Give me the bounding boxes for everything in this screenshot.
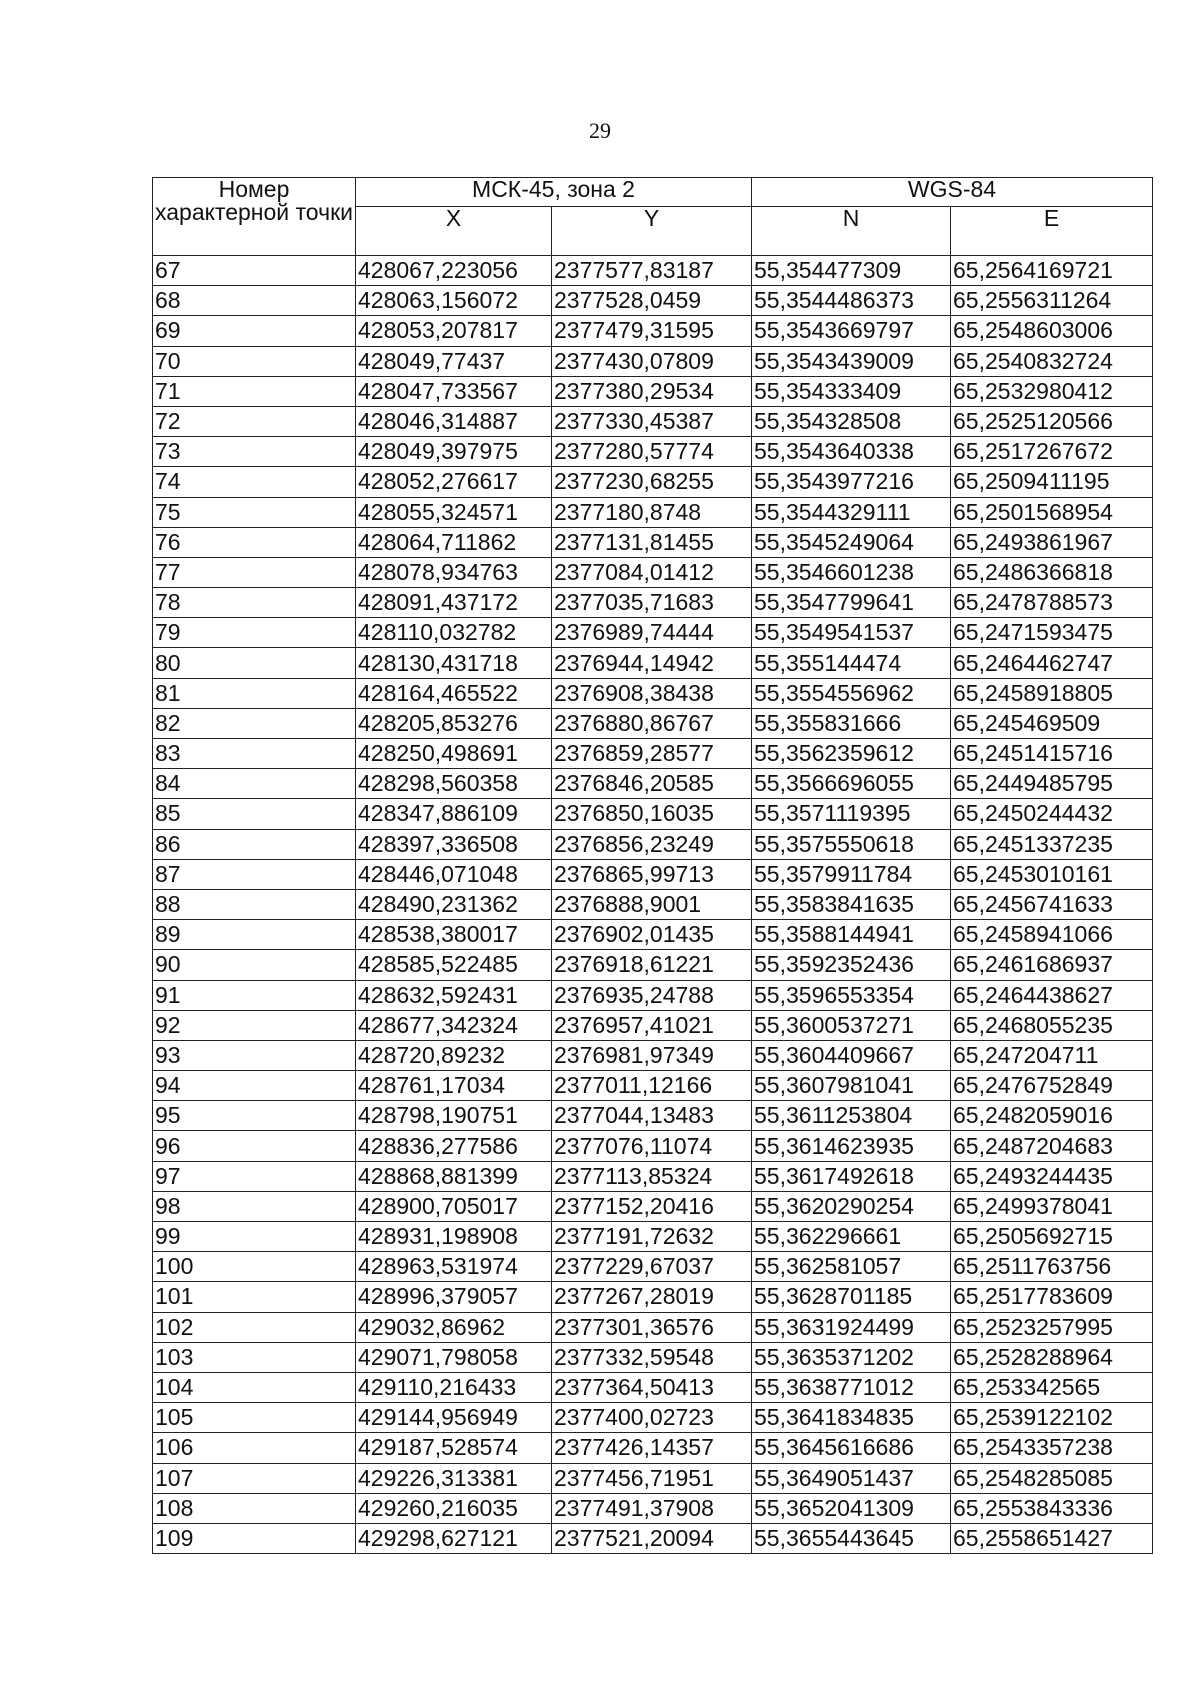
e-cell: 65,2471593475 bbox=[951, 618, 1153, 648]
y-cell: 2377528,0459 bbox=[552, 286, 752, 316]
table-row bbox=[153, 316, 1153, 346]
table-row bbox=[153, 557, 1153, 587]
point-number-cell: 94 bbox=[153, 1071, 356, 1101]
e-cell: 65,2539122102 bbox=[951, 1403, 1153, 1433]
n-cell: 55,3628701185 bbox=[752, 1282, 951, 1312]
n-cell: 55,3596553354 bbox=[752, 980, 951, 1010]
table-row bbox=[153, 618, 1153, 648]
x-cell: 428798,190751 bbox=[356, 1101, 552, 1131]
point-number-cell: 89 bbox=[153, 920, 356, 950]
e-cell: 65,2476752849 bbox=[951, 1071, 1153, 1101]
point-number-cell: 93 bbox=[153, 1040, 356, 1070]
e-cell: 65,247204711 bbox=[951, 1040, 1153, 1070]
y-cell: 2376935,24788 bbox=[552, 980, 752, 1010]
x-cell: 428250,498691 bbox=[356, 739, 552, 769]
n-cell: 55,3652041309 bbox=[752, 1493, 951, 1523]
table-row bbox=[153, 1131, 1153, 1161]
point-number-cell: 96 bbox=[153, 1131, 356, 1161]
x-cell: 429032,86962 bbox=[356, 1312, 552, 1342]
table-row bbox=[153, 980, 1153, 1010]
n-cell: 55,3588144941 bbox=[752, 920, 951, 950]
n-cell: 55,3571119395 bbox=[752, 799, 951, 829]
page-number: 29 bbox=[589, 118, 611, 143]
table-row bbox=[153, 1433, 1153, 1463]
table-row bbox=[153, 769, 1153, 799]
x-cell: 429226,313381 bbox=[356, 1463, 552, 1493]
e-cell: 65,2458941066 bbox=[951, 920, 1153, 950]
y-cell: 2376846,20585 bbox=[552, 769, 752, 799]
e-cell: 65,2501568954 bbox=[951, 497, 1153, 527]
table-row bbox=[153, 1252, 1153, 1282]
y-cell: 2377229,67037 bbox=[552, 1252, 752, 1282]
table-row bbox=[153, 256, 1153, 286]
x-cell: 428538,380017 bbox=[356, 920, 552, 950]
point-number-cell: 73 bbox=[153, 437, 356, 467]
e-cell: 65,2548285085 bbox=[951, 1463, 1153, 1493]
point-number-cell: 100 bbox=[153, 1252, 356, 1282]
point-number-cell: 68 bbox=[153, 286, 356, 316]
point-number-cell: 71 bbox=[153, 376, 356, 406]
y-cell: 2377191,72632 bbox=[552, 1222, 752, 1252]
n-cell: 55,3579911784 bbox=[752, 859, 951, 889]
x-cell: 428052,276617 bbox=[356, 467, 552, 497]
x-cell: 428091,437172 bbox=[356, 588, 552, 618]
n-cell: 55,3544329111 bbox=[752, 497, 951, 527]
x-cell: 428836,277586 bbox=[356, 1131, 552, 1161]
n-cell: 55,3620290254 bbox=[752, 1191, 951, 1221]
e-cell: 65,2564169721 bbox=[951, 256, 1153, 286]
n-cell: 55,3635371202 bbox=[752, 1342, 951, 1372]
e-cell: 65,2478788573 bbox=[951, 588, 1153, 618]
y-cell: 2377301,36576 bbox=[552, 1312, 752, 1342]
point-number-cell: 106 bbox=[153, 1433, 356, 1463]
table-row bbox=[153, 527, 1153, 557]
point-number-cell: 92 bbox=[153, 1010, 356, 1040]
x-cell: 428347,886109 bbox=[356, 799, 552, 829]
point-number-cell: 104 bbox=[153, 1372, 356, 1402]
y-cell: 2377479,31595 bbox=[552, 316, 752, 346]
x-cell: 428868,881399 bbox=[356, 1161, 552, 1191]
y-cell: 2376989,74444 bbox=[552, 618, 752, 648]
e-cell: 65,2505692715 bbox=[951, 1222, 1153, 1252]
x-cell: 428720,89232 bbox=[356, 1040, 552, 1070]
e-cell: 65,2556311264 bbox=[951, 286, 1153, 316]
n-cell: 55,3543669797 bbox=[752, 316, 951, 346]
n-cell: 55,3543977216 bbox=[752, 467, 951, 497]
e-cell: 65,2548603006 bbox=[951, 316, 1153, 346]
x-cell: 428049,397975 bbox=[356, 437, 552, 467]
y-cell: 2376850,16035 bbox=[552, 799, 752, 829]
table-row bbox=[153, 467, 1153, 497]
y-cell: 2377456,71951 bbox=[552, 1463, 752, 1493]
n-cell: 55,355144474 bbox=[752, 648, 951, 678]
x-column-header: X bbox=[356, 207, 552, 256]
x-cell: 428046,314887 bbox=[356, 406, 552, 436]
point-number-cell: 99 bbox=[153, 1222, 356, 1252]
x-cell: 428761,17034 bbox=[356, 1071, 552, 1101]
point-number-cell: 72 bbox=[153, 406, 356, 436]
e-cell: 65,2532980412 bbox=[951, 376, 1153, 406]
y-cell: 2377084,01412 bbox=[552, 557, 752, 587]
x-cell: 428053,207817 bbox=[356, 316, 552, 346]
e-cell: 65,2528288964 bbox=[951, 1342, 1153, 1372]
table-row bbox=[153, 376, 1153, 406]
x-cell: 429260,216035 bbox=[356, 1493, 552, 1523]
point-number-cell: 80 bbox=[153, 648, 356, 678]
n-cell: 55,3544486373 bbox=[752, 286, 951, 316]
table-row bbox=[153, 588, 1153, 618]
table-row bbox=[153, 1312, 1153, 1342]
x-cell: 428130,431718 bbox=[356, 648, 552, 678]
y-cell: 2377280,57774 bbox=[552, 437, 752, 467]
n-cell: 55,3641834835 bbox=[752, 1403, 951, 1433]
x-cell: 428931,198908 bbox=[356, 1222, 552, 1252]
e-cell: 65,2461686937 bbox=[951, 950, 1153, 980]
table-row bbox=[153, 678, 1153, 708]
point-number-cell: 109 bbox=[153, 1523, 356, 1553]
e-cell: 65,245469509 bbox=[951, 708, 1153, 738]
point-number-cell: 78 bbox=[153, 588, 356, 618]
table-row bbox=[153, 1071, 1153, 1101]
y-cell: 2377180,8748 bbox=[552, 497, 752, 527]
x-cell: 428063,156072 bbox=[356, 286, 552, 316]
n-cell: 55,354328508 bbox=[752, 406, 951, 436]
e-cell: 65,2456741633 bbox=[951, 889, 1153, 919]
y-cell: 2377364,50413 bbox=[552, 1372, 752, 1402]
n-cell: 55,3645616686 bbox=[752, 1433, 951, 1463]
table-row bbox=[153, 1161, 1153, 1191]
e-cell: 65,2486366818 bbox=[951, 557, 1153, 587]
y-cell: 2377152,20416 bbox=[552, 1191, 752, 1221]
e-cell: 65,2558651427 bbox=[951, 1523, 1153, 1553]
point-number-cell: 107 bbox=[153, 1463, 356, 1493]
n-cell: 55,3614623935 bbox=[752, 1131, 951, 1161]
table-row bbox=[153, 1403, 1153, 1433]
y-cell: 2377113,85324 bbox=[552, 1161, 752, 1191]
e-cell: 65,2449485795 bbox=[951, 769, 1153, 799]
n-cell: 55,3604409667 bbox=[752, 1040, 951, 1070]
table-row bbox=[153, 286, 1153, 316]
point-number-cell: 86 bbox=[153, 829, 356, 859]
point-number-cell: 67 bbox=[153, 256, 356, 286]
table-row bbox=[153, 708, 1153, 738]
table-row bbox=[153, 889, 1153, 919]
point-number-cell: 88 bbox=[153, 889, 356, 919]
e-cell: 65,2543357238 bbox=[951, 1433, 1153, 1463]
point-number-cell: 82 bbox=[153, 708, 356, 738]
n-cell: 55,362581057 bbox=[752, 1252, 951, 1282]
y-cell: 2377332,59548 bbox=[552, 1342, 752, 1372]
n-cell: 55,355831666 bbox=[752, 708, 951, 738]
x-cell: 428064,711862 bbox=[356, 527, 552, 557]
x-cell: 428078,934763 bbox=[356, 557, 552, 587]
x-cell: 428677,342324 bbox=[356, 1010, 552, 1040]
x-cell: 429071,798058 bbox=[356, 1342, 552, 1372]
table-row bbox=[153, 859, 1153, 889]
n-cell: 55,3549541537 bbox=[752, 618, 951, 648]
y-cell: 2376957,41021 bbox=[552, 1010, 752, 1040]
x-cell: 428632,592431 bbox=[356, 980, 552, 1010]
table-row bbox=[153, 406, 1153, 436]
e-cell: 65,2487204683 bbox=[951, 1131, 1153, 1161]
e-cell: 65,2553843336 bbox=[951, 1493, 1153, 1523]
table-row bbox=[153, 648, 1153, 678]
table-row bbox=[153, 1463, 1153, 1493]
n-cell: 55,362296661 bbox=[752, 1222, 951, 1252]
y-column-header: Y bbox=[552, 207, 752, 256]
point-number-cell: 108 bbox=[153, 1493, 356, 1523]
x-cell: 428049,77437 bbox=[356, 346, 552, 376]
e-cell: 65,2540832724 bbox=[951, 346, 1153, 376]
n-cell: 55,354333409 bbox=[752, 376, 951, 406]
point-number-cell: 90 bbox=[153, 950, 356, 980]
point-number-cell: 77 bbox=[153, 557, 356, 587]
y-cell: 2377380,29534 bbox=[552, 376, 752, 406]
e-cell: 65,2511763756 bbox=[951, 1252, 1153, 1282]
table-row bbox=[153, 1372, 1153, 1402]
table-row bbox=[153, 346, 1153, 376]
point-number-cell: 91 bbox=[153, 980, 356, 1010]
x-cell: 428067,223056 bbox=[356, 256, 552, 286]
e-cell: 65,253342565 bbox=[951, 1372, 1153, 1402]
y-cell: 2377426,14357 bbox=[552, 1433, 752, 1463]
n-cell: 55,3547799641 bbox=[752, 588, 951, 618]
n-column-header: N bbox=[752, 207, 951, 256]
e-cell: 65,2499378041 bbox=[951, 1191, 1153, 1221]
point-number-cell: 69 bbox=[153, 316, 356, 346]
e-cell: 65,2464438627 bbox=[951, 980, 1153, 1010]
e-cell: 65,2451337235 bbox=[951, 829, 1153, 859]
e-cell: 65,2509411195 bbox=[951, 467, 1153, 497]
y-cell: 2377044,13483 bbox=[552, 1101, 752, 1131]
x-cell: 428298,560358 bbox=[356, 769, 552, 799]
point-number-cell: 81 bbox=[153, 678, 356, 708]
point-number-cell: 101 bbox=[153, 1282, 356, 1312]
n-cell: 55,354477309 bbox=[752, 256, 951, 286]
x-cell: 428446,071048 bbox=[356, 859, 552, 889]
point-number-cell: 97 bbox=[153, 1161, 356, 1191]
y-cell: 2376888,9001 bbox=[552, 889, 752, 919]
msk-45-group-header: МСК-45, зона 2 bbox=[356, 178, 752, 207]
e-cell: 65,2493244435 bbox=[951, 1161, 1153, 1191]
table-row bbox=[153, 950, 1153, 980]
e-cell: 65,2450244432 bbox=[951, 799, 1153, 829]
point-number-cell: 85 bbox=[153, 799, 356, 829]
table-row bbox=[153, 799, 1153, 829]
n-cell: 55,3649051437 bbox=[752, 1463, 951, 1493]
n-cell: 55,3631924499 bbox=[752, 1312, 951, 1342]
point-number-cell: 95 bbox=[153, 1101, 356, 1131]
x-cell: 428055,324571 bbox=[356, 497, 552, 527]
y-cell: 2376981,97349 bbox=[552, 1040, 752, 1070]
e-cell: 65,2493861967 bbox=[951, 527, 1153, 557]
table-row bbox=[153, 437, 1153, 467]
x-cell: 429144,956949 bbox=[356, 1403, 552, 1433]
e-cell: 65,2482059016 bbox=[951, 1101, 1153, 1131]
n-cell: 55,3575550618 bbox=[752, 829, 951, 859]
point-number-cell: 84 bbox=[153, 769, 356, 799]
table-row bbox=[153, 1342, 1153, 1372]
n-cell: 55,3583841635 bbox=[752, 889, 951, 919]
point-number-cell: 103 bbox=[153, 1342, 356, 1372]
y-cell: 2377330,45387 bbox=[552, 406, 752, 436]
n-cell: 55,3655443645 bbox=[752, 1523, 951, 1553]
point-number-cell: 102 bbox=[153, 1312, 356, 1342]
n-cell: 55,3546601238 bbox=[752, 557, 951, 587]
x-cell: 428047,733567 bbox=[356, 376, 552, 406]
wgs-84-group-header: WGS-84 bbox=[752, 178, 1153, 207]
point-number-cell: 87 bbox=[153, 859, 356, 889]
y-cell: 2377011,12166 bbox=[552, 1071, 752, 1101]
table-row bbox=[153, 1523, 1153, 1553]
table-row bbox=[153, 739, 1153, 769]
n-cell: 55,3617492618 bbox=[752, 1161, 951, 1191]
n-cell: 55,3611253804 bbox=[752, 1101, 951, 1131]
table-row bbox=[153, 1010, 1153, 1040]
n-cell: 55,3592352436 bbox=[752, 950, 951, 980]
e-cell: 65,2451415716 bbox=[951, 739, 1153, 769]
e-cell: 65,2525120566 bbox=[951, 406, 1153, 436]
y-cell: 2376859,28577 bbox=[552, 739, 752, 769]
y-cell: 2377577,83187 bbox=[552, 256, 752, 286]
x-cell: 428110,032782 bbox=[356, 618, 552, 648]
x-cell: 428963,531974 bbox=[356, 1252, 552, 1282]
e-cell: 65,2468055235 bbox=[951, 1010, 1153, 1040]
table-row bbox=[153, 1222, 1153, 1252]
y-cell: 2377491,37908 bbox=[552, 1493, 752, 1523]
e-cell: 65,2453010161 bbox=[951, 859, 1153, 889]
x-cell: 428205,853276 bbox=[356, 708, 552, 738]
table-row bbox=[153, 1191, 1153, 1221]
e-cell: 65,2517267672 bbox=[951, 437, 1153, 467]
table-row bbox=[153, 1101, 1153, 1131]
n-cell: 55,3543640338 bbox=[752, 437, 951, 467]
n-cell: 55,3638771012 bbox=[752, 1372, 951, 1402]
x-cell: 428164,465522 bbox=[356, 678, 552, 708]
point-number-header: Номер характерной точки bbox=[153, 178, 356, 256]
x-cell: 428490,231362 bbox=[356, 889, 552, 919]
table-body bbox=[153, 256, 1153, 1554]
e-cell: 65,2517783609 bbox=[951, 1282, 1153, 1312]
x-cell: 429110,216433 bbox=[356, 1372, 552, 1402]
x-cell: 428996,379057 bbox=[356, 1282, 552, 1312]
point-number-cell: 70 bbox=[153, 346, 356, 376]
n-cell: 55,3554556962 bbox=[752, 678, 951, 708]
y-cell: 2377430,07809 bbox=[552, 346, 752, 376]
coordinates-table bbox=[152, 177, 1153, 1554]
y-cell: 2376918,61221 bbox=[552, 950, 752, 980]
y-cell: 2376880,86767 bbox=[552, 708, 752, 738]
n-cell: 55,3607981041 bbox=[752, 1071, 951, 1101]
e-column-header: E bbox=[951, 207, 1153, 256]
e-cell: 65,2464462747 bbox=[951, 648, 1153, 678]
point-number-cell: 83 bbox=[153, 739, 356, 769]
n-cell: 55,3562359612 bbox=[752, 739, 951, 769]
point-number-cell: 75 bbox=[153, 497, 356, 527]
y-cell: 2377131,81455 bbox=[552, 527, 752, 557]
y-cell: 2376944,14942 bbox=[552, 648, 752, 678]
y-cell: 2377521,20094 bbox=[552, 1523, 752, 1553]
e-cell: 65,2523257995 bbox=[951, 1312, 1153, 1342]
point-number-cell: 105 bbox=[153, 1403, 356, 1433]
e-cell: 65,2458918805 bbox=[951, 678, 1153, 708]
table-row bbox=[153, 829, 1153, 859]
y-cell: 2376865,99713 bbox=[552, 859, 752, 889]
x-cell: 428397,336508 bbox=[356, 829, 552, 859]
y-cell: 2376856,23249 bbox=[552, 829, 752, 859]
n-cell: 55,3545249064 bbox=[752, 527, 951, 557]
point-number-cell: 79 bbox=[153, 618, 356, 648]
point-number-cell: 74 bbox=[153, 467, 356, 497]
n-cell: 55,3566696055 bbox=[752, 769, 951, 799]
table-row bbox=[153, 1040, 1153, 1070]
table-row bbox=[153, 920, 1153, 950]
x-cell: 429187,528574 bbox=[356, 1433, 552, 1463]
x-cell: 428900,705017 bbox=[356, 1191, 552, 1221]
y-cell: 2376902,01435 bbox=[552, 920, 752, 950]
x-cell: 429298,627121 bbox=[356, 1523, 552, 1553]
y-cell: 2377230,68255 bbox=[552, 467, 752, 497]
x-cell: 428585,522485 bbox=[356, 950, 552, 980]
y-cell: 2377035,71683 bbox=[552, 588, 752, 618]
point-number-cell: 76 bbox=[153, 527, 356, 557]
y-cell: 2377076,11074 bbox=[552, 1131, 752, 1161]
table-row bbox=[153, 1493, 1153, 1523]
point-number-cell: 98 bbox=[153, 1191, 356, 1221]
table-row bbox=[153, 497, 1153, 527]
y-cell: 2376908,38438 bbox=[552, 678, 752, 708]
y-cell: 2377267,28019 bbox=[552, 1282, 752, 1312]
table-row bbox=[153, 1282, 1153, 1312]
y-cell: 2377400,02723 bbox=[552, 1403, 752, 1433]
n-cell: 55,3600537271 bbox=[752, 1010, 951, 1040]
n-cell: 55,3543439009 bbox=[752, 346, 951, 376]
